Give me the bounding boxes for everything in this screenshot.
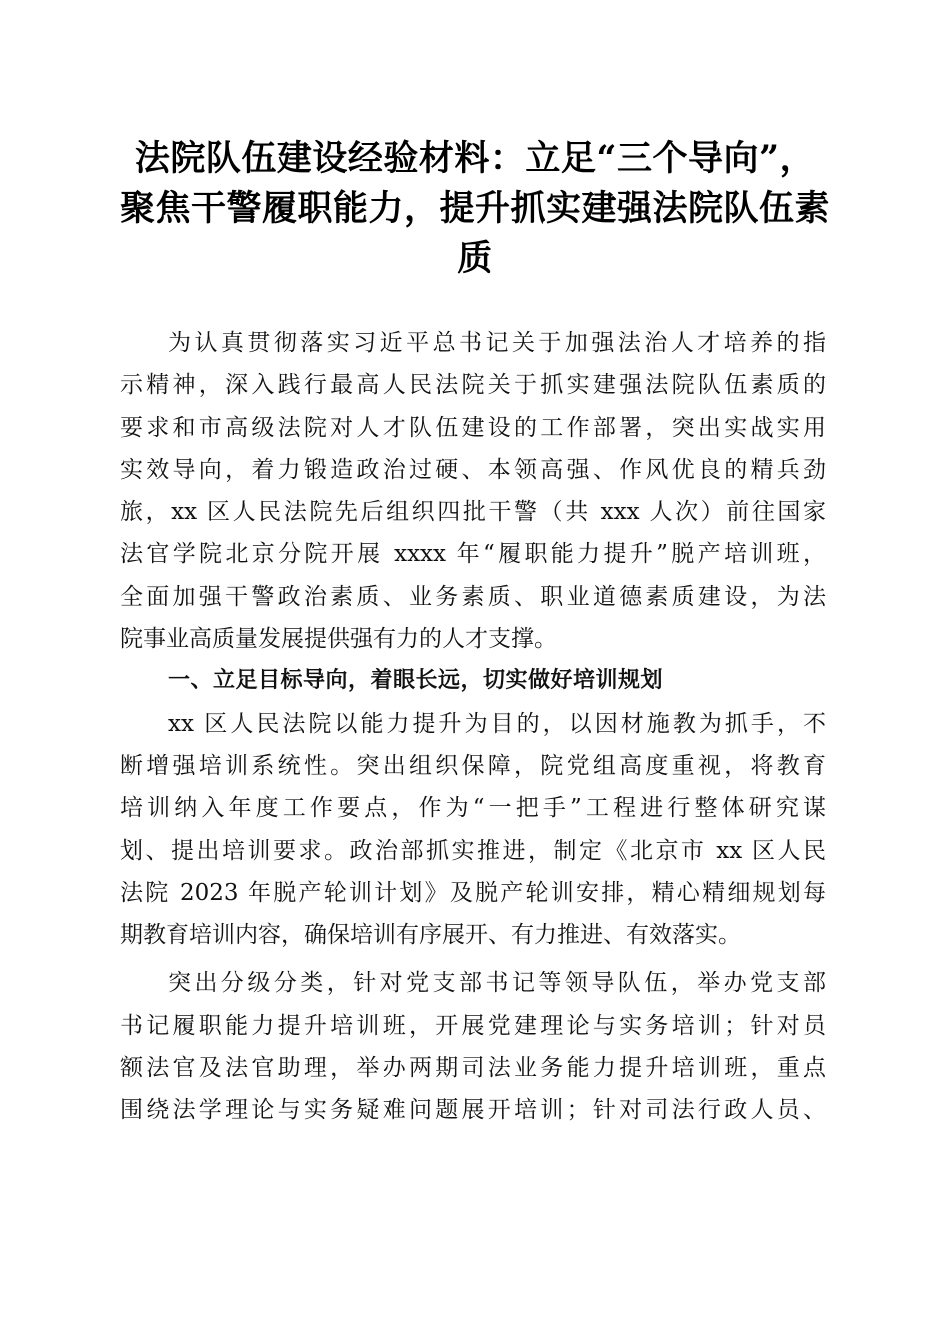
paragraph-line: 法官学院北京分院开展 xxxx 年“履职能力提升”脱产培训班， (120, 541, 826, 568)
paragraph-line: 要求和市高级法院对人才队伍建设的工作部署，突出实战实用 (120, 414, 826, 441)
section-heading-text: 一、立足目标导向，着眼长远，切实做好培训规划 (168, 668, 664, 694)
paragraph-line: 示精神，深入践行最高人民法院关于抓实建强法院队伍素质的 (120, 372, 826, 399)
paragraph-line: xx 区人民法院以能力提升为目的，以因材施教为抓手，不 (168, 710, 826, 737)
paragraph-classification (120, 962, 826, 1131)
paragraph-line: 划、提出培训要求。政治部抓实推进，制定《北京市 xx 区人民 (120, 837, 826, 864)
paragraph-line: 旅，xx 区人民法院先后组织四批干警（共 xxx 人次）前往国家 (120, 499, 826, 526)
section-heading-1 (120, 660, 826, 702)
paragraph-intro (120, 322, 826, 660)
paragraph-line: 为认真贯彻落实习近平总书记关于加强法治人才培养的指 (168, 330, 826, 356)
paragraph-line: 突出分级分类，针对党支部书记等领导队伍，举办党支部 (168, 970, 826, 997)
paragraph-line: 培训纳入年度工作要点，作为“一把手”工程进行整体研究谋 (120, 795, 826, 822)
paragraph-line: 额法官及法官助理，举办两期司法业务能力提升培训班，重点 (120, 1055, 826, 1082)
paragraph-line: 院事业高质量发展提供强有力的人才支撑。 (120, 626, 557, 653)
title-line: 聚焦干警履职能力，提升抓实建强法院队伍素 (119, 188, 830, 229)
paragraph-line: 断增强培训系统性。突出组织保障，院党组高度重视，将教育 (120, 752, 826, 779)
paragraph-line: 全面加强干警政治素质、业务素质、职业道德素质建设，为法 (120, 583, 826, 610)
title-line: 质 (457, 238, 493, 279)
paragraph-line: 书记履职能力提升培训班，开展党建理论与实务培训；针对员 (120, 1012, 826, 1039)
paragraph-line: 实效导向，着力锻造政治过硬、本领高强、作风优良的精兵劲 (120, 456, 826, 483)
paragraph-line: 围绕法学理论与实务疑难问题展开培训；针对司法行政人员、 (120, 1097, 826, 1124)
paragraph-line: 法院 2023 年脱产轮训计划》及脱产轮训安排，精心精细规划每 (120, 879, 826, 906)
paragraph-planning (120, 703, 826, 957)
paragraph-line: 期教育培训内容，确保培训有序展开、有力推进、有效落实。 (120, 922, 741, 949)
title-line: 法院队伍建设经验材料：立足“三个导向”， (134, 138, 816, 179)
document-body (120, 322, 826, 1132)
document-title (118, 134, 832, 284)
